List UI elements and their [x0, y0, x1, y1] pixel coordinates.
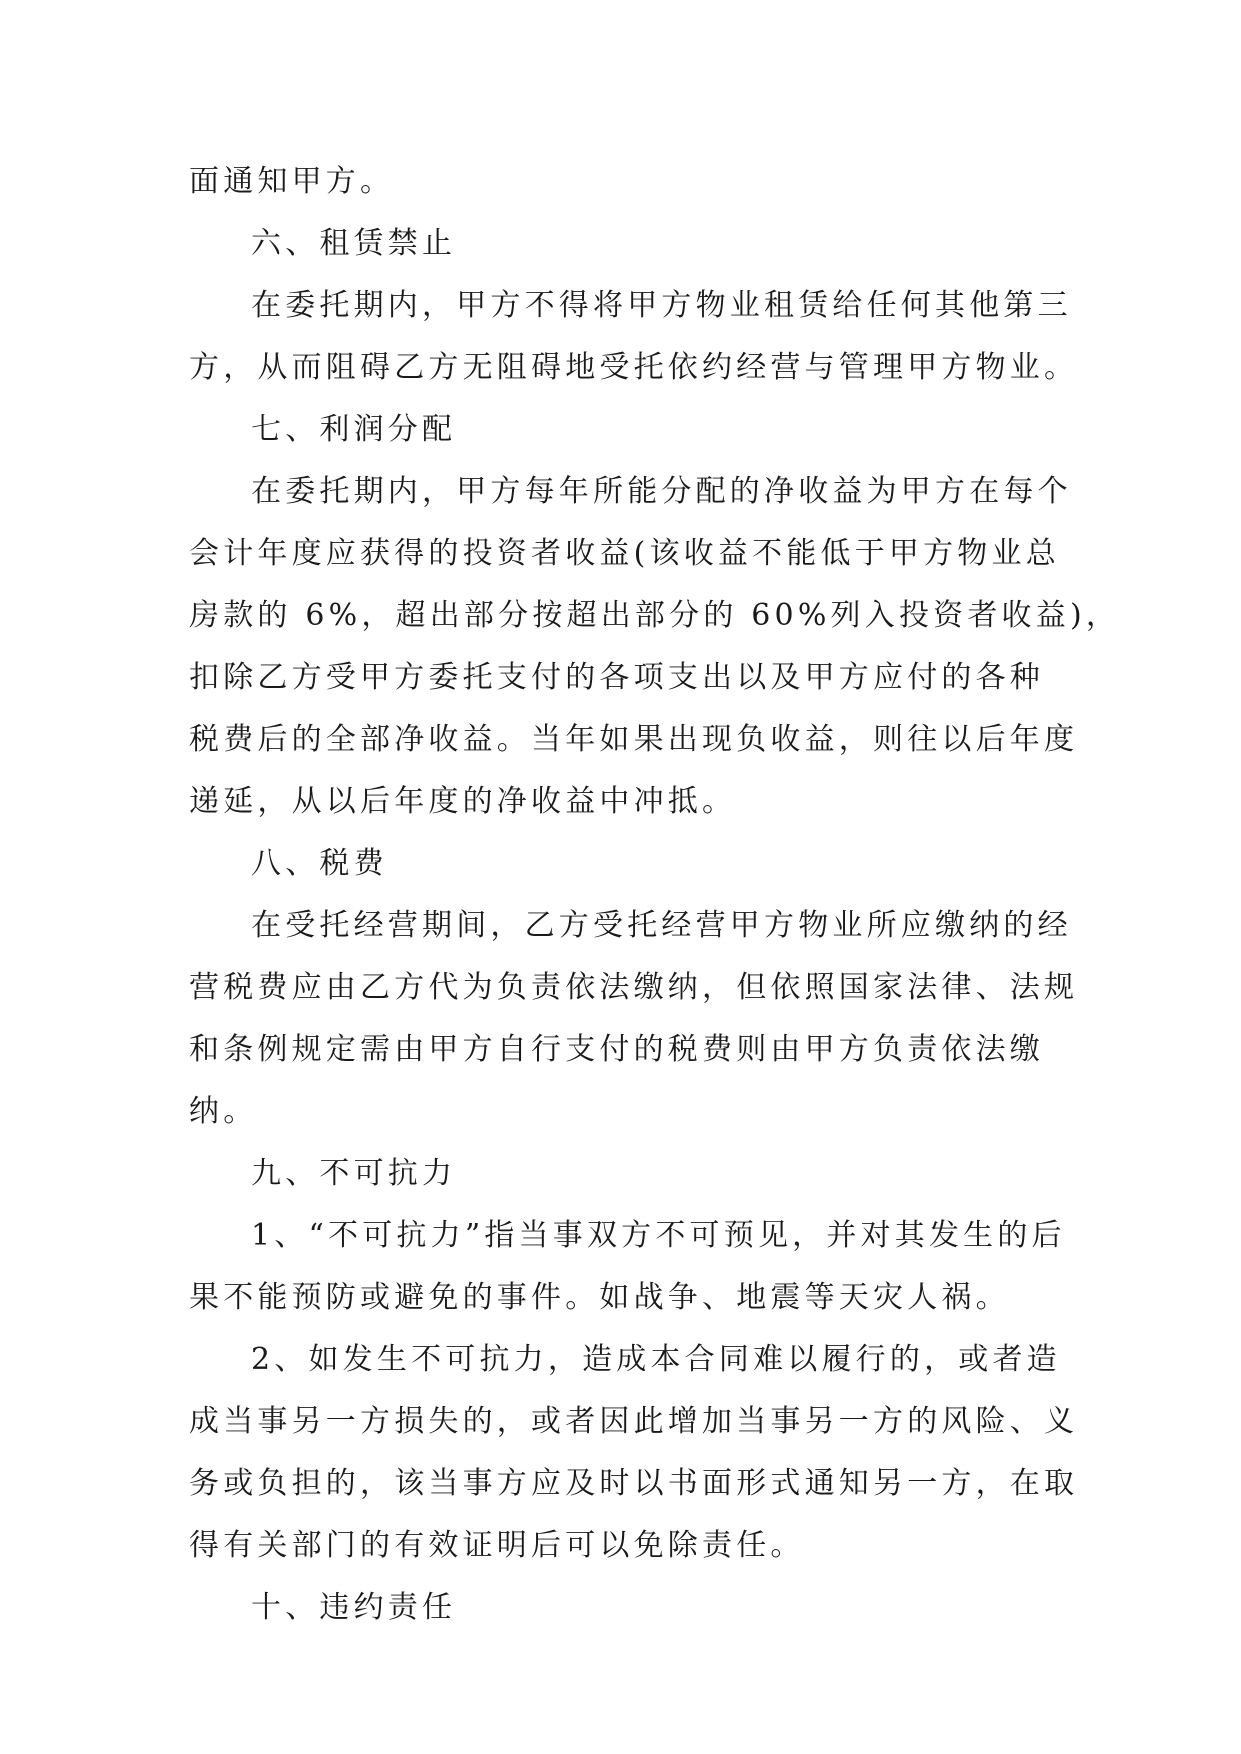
section-heading-force-majeure: 九、不可抗力	[251, 1156, 457, 1191]
section-heading-taxes: 八、税费	[251, 846, 388, 881]
text-line: 在受托经营期间，乙方受托经营甲方物业所应缴纳的经	[251, 908, 1072, 943]
text-line: 税费后的全部净收益。当年如果出现负收益，则往以后年度	[189, 722, 1079, 757]
text-line: 营税费应由乙方代为负责依法缴纳，但依照国家法律、法规	[189, 970, 1079, 1005]
text-line: 在委托期内，甲方不得将甲方物业租赁给任何其他第三	[251, 288, 1072, 323]
section-heading-lease-prohibition: 六、租赁禁止	[251, 226, 457, 261]
text-line: 务或负担的，该当事方应及时以书面形式通知另一方，在取	[189, 1466, 1079, 1501]
section-heading-profit-distribution: 七、利润分配	[251, 412, 457, 447]
text-line: 面通知甲方。	[189, 164, 395, 199]
text-line: 递延，从以后年度的净收益中冲抵。	[189, 784, 737, 819]
section-heading-liability: 十、违约责任	[251, 1590, 457, 1625]
text-line: 果不能预防或避免的事件。如战争、地震等天灾人祸。	[189, 1280, 1010, 1315]
text-line: 房款的 6%，超出部分按超出部分的 60%列入投资者收益)，	[189, 598, 1121, 633]
text-line: 会计年度应获得的投资者收益(该收益不能低于甲方物业总	[189, 536, 1060, 571]
text-line: 纳。	[189, 1094, 258, 1129]
text-line: 1、“不可抗力”指当事双方不可预见，并对其发生的后	[251, 1218, 1066, 1253]
text-line: 扣除乙方受甲方委托支付的各项支出以及甲方应付的各种	[189, 660, 1044, 695]
text-line: 方，从而阻碍乙方无阻碍地受托依约经营与管理甲方物业。	[189, 350, 1079, 385]
text-line: 在委托期内，甲方每年所能分配的净收益为甲方在每个	[251, 474, 1072, 509]
text-line: 2、如发生不可抗力，造成本合同难以履行的，或者造	[251, 1342, 1061, 1377]
text-line: 成当事另一方损失的，或者因此增加当事另一方的风险、义	[189, 1404, 1079, 1439]
text-line: 和条例规定需由甲方自行支付的税费则由甲方负责依法缴	[189, 1032, 1044, 1067]
text-line: 得有关部门的有效证明后可以免除责任。	[189, 1528, 805, 1563]
